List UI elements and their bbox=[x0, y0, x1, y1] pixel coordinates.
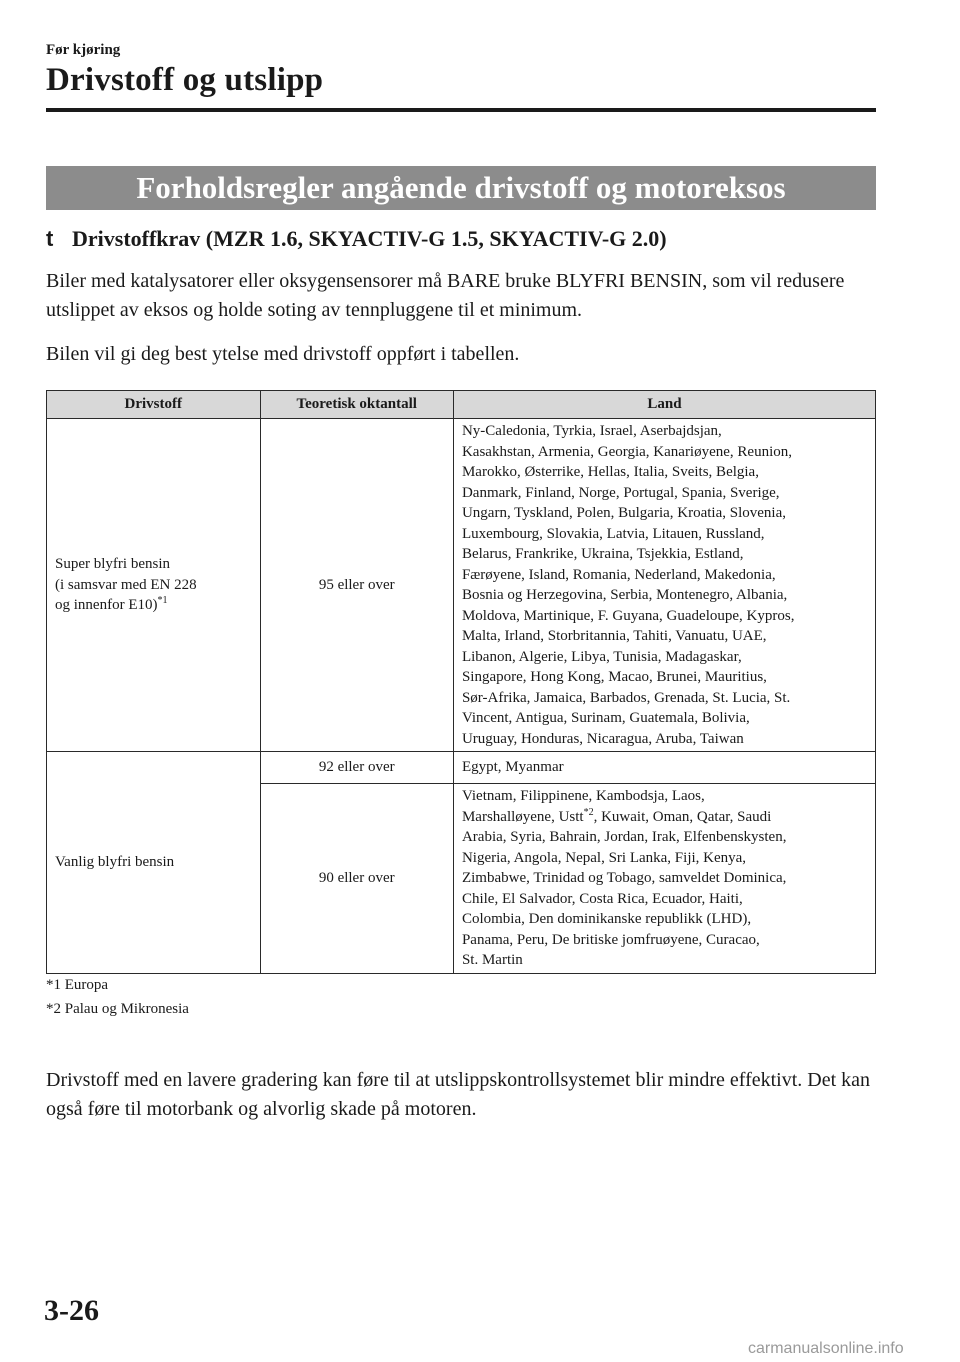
country-line: Malta, Irland, Storbritannia, Tahiti, Vanuatu, UAE, bbox=[461, 628, 767, 644]
country-line: Nigeria, Angola, Nepal, Sri Lanka, Fiji, Kenya, bbox=[461, 849, 747, 866]
fuel-limit: og innenfor E10) bbox=[55, 597, 158, 614]
country-cell bbox=[453, 419, 875, 752]
footnote-2: *2 Palau og Mikronesia bbox=[46, 1001, 189, 1017]
country-line: Kasakhstan, Armenia, Georgia, Kanariøyene, Reunion, bbox=[461, 443, 792, 460]
subheading-text: Drivstoffkrav (MZR 1.6, SKYACTIV-G 1.5, SKYACTIV-G 2.0) bbox=[72, 226, 667, 251]
fuel-cell bbox=[47, 419, 261, 752]
watermark: carmanualsonline.info bbox=[748, 1340, 904, 1357]
country-line: Zimbabwe, Trinidad og Tobago, samveldet Dominica, bbox=[461, 870, 787, 886]
footnote-ref: *1 bbox=[157, 595, 168, 607]
country-line: Singapore, Hong Kong, Macao, Brunei, Mauritius, bbox=[461, 669, 767, 685]
header-divider bbox=[46, 108, 876, 112]
octane-cell: 92 eller over bbox=[260, 752, 453, 784]
country-line: , Kuwait, Oman, Qatar, Saudi bbox=[593, 808, 772, 825]
footnote-ref: *2 bbox=[583, 806, 594, 818]
bullet-icon: t bbox=[46, 226, 54, 251]
country-line: Marokko, Østerrike, Hellas, Italia, Sveits, Belgia, bbox=[461, 464, 759, 480]
table-row bbox=[47, 752, 876, 784]
header-octane: Teoretisk oktantall bbox=[260, 391, 453, 419]
country-line: Ungarn, Tyskland, Polen, Bulgaria, Kroatia, Slovenia, bbox=[461, 505, 786, 521]
fuel-requirements-table bbox=[46, 390, 876, 974]
country-line: Belarus, Frankrike, Ukraina, Tsjekkia, Estland, bbox=[461, 546, 744, 562]
country-line: Vietnam, Filippinene, Kambodsja, Laos, bbox=[461, 788, 705, 804]
country-cell bbox=[453, 784, 875, 974]
table-row bbox=[47, 419, 876, 752]
country-line: Moldova, Martinique, F. Guyana, Guadeloupe, Kypros, bbox=[461, 607, 795, 624]
country-line: Colombia, Den dominikanske republikk (LHD), bbox=[461, 911, 752, 927]
country-line: Luxembourg, Slovakia, Latvia, Litauen, Russland, bbox=[461, 525, 765, 542]
country-line: Bosnia og Herzegovina, Serbia, Montenegro, Albania, bbox=[461, 587, 788, 603]
country-line: Uruguay, Honduras, Nicaragua, Aruba, Taiwan bbox=[461, 730, 744, 747]
header-fuel: Drivstoff bbox=[47, 391, 261, 419]
country-line: Marshalløyene, Ustt bbox=[461, 808, 584, 825]
subheading bbox=[46, 226, 667, 252]
country-line: Danmark, Finland, Norge, Portugal, Spania, Sverige, bbox=[461, 484, 780, 501]
closing-paragraph: Drivstoff med en lavere gradering kan føre til at utslippskontrollsystemet blir mindre effektivt. Det kan også føre til motorbank og alvorlig skade på motoren. bbox=[46, 1069, 871, 1120]
topic-banner: Forholdsregler angående drivstoff og motoreksos bbox=[46, 166, 876, 210]
country-line: Arabia, Syria, Bahrain, Jordan, Irak, Elfenbenskysten, bbox=[461, 829, 787, 845]
header-country: Land bbox=[453, 391, 875, 419]
country-line: Panama, Peru, De britiske jomfruøyene, Curacao, bbox=[461, 931, 760, 948]
country-line: Sør-Afrika, Jamaica, Barbados, Grenada, St. Lucia, St. bbox=[461, 689, 791, 706]
chapter-label: Før kjøring bbox=[46, 42, 121, 58]
fuel-cell: Vanlig blyfri bensin bbox=[47, 752, 261, 974]
table-header-row bbox=[47, 391, 876, 419]
octane-cell: 90 eller over bbox=[260, 784, 453, 974]
country-line: St. Martin bbox=[461, 952, 523, 968]
country-line: Libanon, Algerie, Libya, Tunisia, Madagaskar, bbox=[461, 648, 742, 665]
country-line: Chile, El Salvador, Costa Rica, Ecuador, Haiti, bbox=[461, 890, 743, 907]
footnote-1: *1 Europa bbox=[46, 977, 109, 993]
country-line: Færøyene, Island, Romania, Nederland, Makedonia, bbox=[461, 566, 776, 583]
intro-paragraph: Biler med katalysatorer eller oksygensensorer må BARE bruke BLYFRI BENSIN, som vil redusere utslippet av eksos og holde soting av tennpluggene til et minimum. bbox=[46, 270, 845, 321]
country-cell: Egypt, Myanmar bbox=[453, 752, 875, 784]
section-title: Drivstoff og utslipp bbox=[46, 62, 324, 98]
table-intro-paragraph: Bilen vil gi deg best ytelse med drivstoff oppført i tabellen. bbox=[46, 343, 520, 365]
page-number: 3-26 bbox=[44, 1294, 99, 1327]
country-line: Ny-Caledonia, Tyrkia, Israel, Aserbajdsjan, bbox=[461, 423, 722, 439]
country-line: Vincent, Antigua, Surinam, Guatemala, Bolivia, bbox=[461, 710, 750, 726]
octane-cell: 95 eller over bbox=[260, 419, 453, 752]
fuel-name: Super blyfri bensin bbox=[55, 556, 170, 573]
fuel-standard: (i samsvar med EN 228 bbox=[55, 576, 197, 593]
